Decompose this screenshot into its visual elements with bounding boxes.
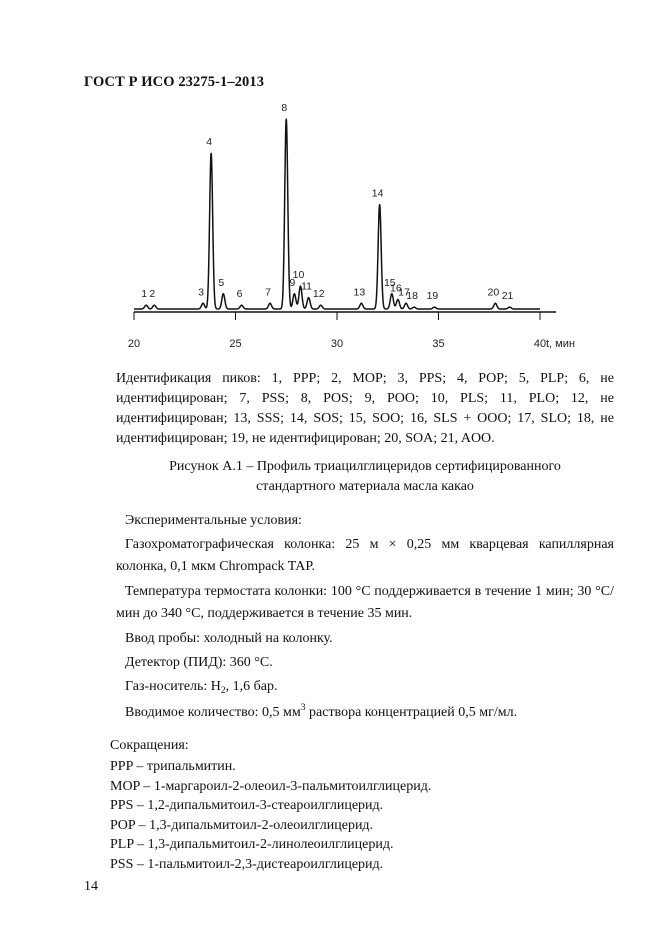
peak-identification: Идентификация пиков: 1, PPP; 2, MOP; 3, PPS; 4, POP; 5, PLP; 6, не идентифицирован; 7, PSS; 8, POS; 9, POO; 10, PLS; 11, PLO; 12, не идентифицирован; 13, SSS; 14, SOS; 15, SOO; 16, SLS + OOO; 17, SLO; 18, не идентифицирован; 19, не идентифицирован; 20, SOA; 21, AOO. — [116, 371, 614, 446]
conditions-detector: Детектор (ПИД): 360 °С. — [125, 655, 273, 670]
peak-label: 11 — [301, 280, 313, 293]
peak-label: 4 — [206, 136, 213, 149]
x-tick-label: 25 — [229, 338, 242, 350]
peak-label: 5 — [218, 276, 225, 289]
x-axis-label: t, мин — [546, 338, 575, 350]
conditions-column: Газохроматографическая колонка: 25 м × 0,25 мм кварцевая капиллярная колонка, 0,1 мкм Chrompack TAP. — [116, 537, 614, 574]
peak-mark — [414, 307, 415, 308]
x-tick-label: 40 — [533, 338, 547, 350]
volume-superscript: 3 — [300, 703, 306, 713]
peak-label: 18 — [406, 290, 418, 303]
x-tick-label: 20 — [127, 338, 141, 350]
peak-label: 19 — [426, 290, 439, 303]
peak-mark — [154, 305, 155, 306]
peak-label: 10 — [292, 269, 305, 282]
figure-caption-line2: стандартного материала масла какао — [256, 479, 474, 494]
peak-label: 14 — [371, 187, 384, 200]
volume-prefix: Вводимое количество: 0,5 мм — [125, 705, 301, 720]
peak-label: 3 — [198, 286, 204, 299]
carrier-gas-prefix: Газ-носитель: H — [125, 679, 221, 694]
peak-mark — [405, 303, 406, 304]
peak-label: 15 — [383, 276, 396, 289]
list-item: PPS – 1,2-дипальмитоил-3-стеароилглицерид. — [110, 798, 384, 814]
peak-mark — [223, 293, 224, 294]
peak-mark — [308, 297, 309, 298]
x-tick-label: 30 — [330, 338, 344, 350]
peak-label: 16 — [390, 282, 402, 295]
document-header: ГОСТ Р ИСО 23275-1–2013 — [84, 74, 265, 90]
peak-label: 7 — [265, 286, 271, 299]
abbreviations-list — [110, 757, 431, 875]
peak-label: 8 — [281, 102, 288, 114]
peak-mark — [294, 293, 295, 294]
peak-mark — [286, 118, 287, 119]
peak-mark — [379, 204, 380, 205]
peak-mark — [397, 299, 398, 300]
chromatogram-trace — [134, 119, 540, 309]
peak-label: 13 — [353, 286, 366, 299]
peak-mark — [202, 303, 203, 304]
conditions-injection: Ввод пробы: холодный на колонку. — [125, 631, 333, 646]
list-item: MOP – 1-маргароил-2-олеоил-3-пальмитоилглицерид. — [110, 778, 432, 794]
peak-mark — [241, 305, 242, 306]
peak-label: 17 — [398, 286, 410, 299]
peak-label: 6 — [236, 288, 243, 301]
peak-mark — [361, 303, 362, 304]
chromatogram-chart — [100, 96, 580, 358]
carrier-gas-subscript: 2 — [220, 686, 226, 696]
peak-mark — [495, 303, 496, 304]
peak-label: 2 — [149, 288, 156, 301]
peak-mark — [146, 305, 147, 306]
conditions-temperature: Температура термостата колонки: 100 °С поддерживается в течение 1 мин; 30 °С/мин до 340 °С, поддерживается в течение 35 мин. — [116, 584, 614, 621]
list-item: PSS – 1-пальмитоил-2,3-дистеароилглицерид. — [110, 856, 384, 872]
peak-mark — [434, 307, 435, 308]
page-number: 14 — [84, 879, 98, 894]
conditions-heading: Экспериментальные условия: — [125, 513, 302, 528]
peak-mark — [509, 307, 510, 308]
peak-label: 1 — [141, 288, 148, 301]
conditions-volume — [116, 698, 614, 723]
list-item: PLP – 1,3-дипальмитоил-2-линолеоилглицерид. — [110, 837, 394, 853]
peak-label: 20 — [487, 286, 500, 299]
peak-mark — [269, 303, 270, 304]
figure-caption-line1: Рисунок А.1 – Профиль триацилглицеридов сертифицированного — [169, 459, 561, 474]
figure-caption — [116, 457, 614, 497]
peak-label: 21 — [501, 290, 514, 303]
list-item: POP – 1,3-дипальмитоил-2-олеоилглицерид. — [110, 817, 374, 833]
volume-suffix: раствора концентрацией 0,5 мг/мл. — [305, 705, 518, 720]
carrier-gas-suffix: , 1,6 бар. — [225, 679, 278, 694]
peak-mark — [320, 305, 321, 306]
abbreviations-title: Сокращения: — [110, 738, 189, 753]
peak-label: 12 — [312, 288, 325, 301]
x-tick-label: 35 — [432, 338, 445, 350]
peak-label: 9 — [289, 276, 296, 289]
peak-mark — [211, 153, 212, 154]
list-item: PPP – трипальмитин. — [110, 759, 236, 774]
